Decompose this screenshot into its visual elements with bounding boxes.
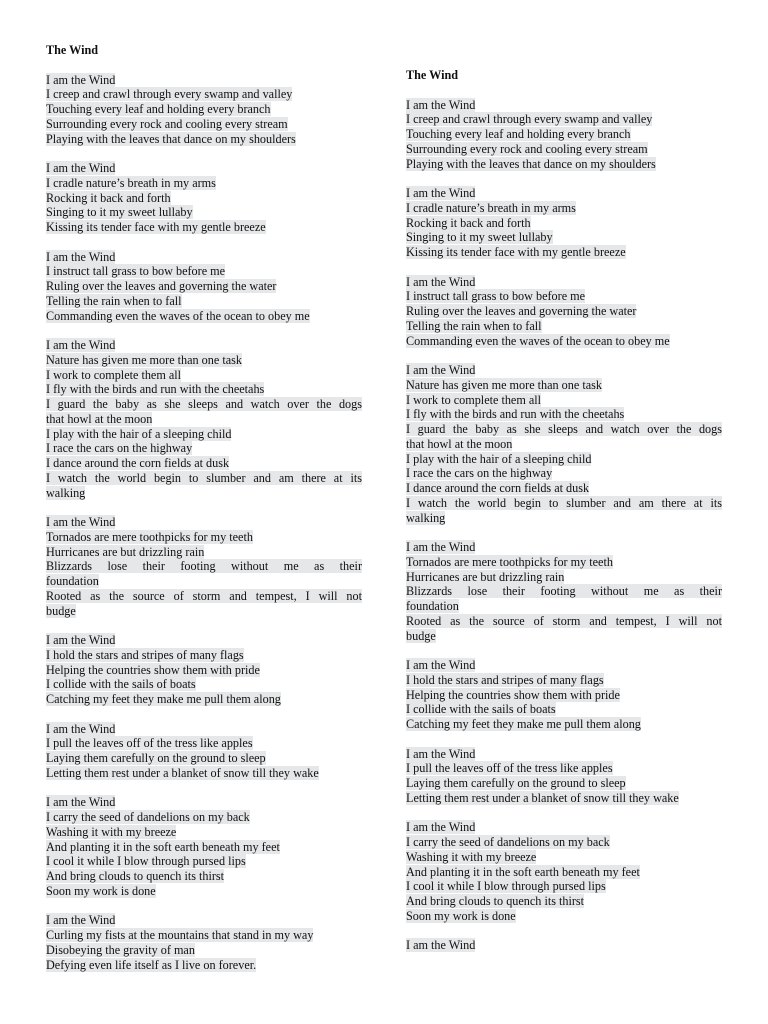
poem-line: budge: [46, 603, 76, 618]
poem-line: Rooted as the source of storm and tempest, I will not: [406, 613, 722, 628]
poem-line: I am the Wind: [406, 746, 476, 761]
poem-line: Telling the rain when to fall: [406, 318, 542, 333]
poem-line: I carry the seed of dandelions on my back: [46, 810, 250, 824]
stanza-list-repeat: [406, 98, 722, 924]
poem-line: Hurricanes are but drizzling rain: [46, 544, 205, 559]
poem-line: Nature has given me more than one task: [46, 352, 242, 367]
poem-line: I carry the seed of dandelions on my back: [406, 835, 610, 849]
poem-line: I fly with the birds and run with the cheetahs: [406, 407, 625, 422]
stanza-final-line: [406, 938, 722, 953]
poem-line: I hold the stars and stripes of many flags: [406, 672, 604, 687]
poem-line: Washing it with my breeze: [406, 849, 537, 864]
poem-line: Telling the rain when to fall: [46, 293, 182, 308]
stanza: [406, 275, 722, 349]
stanza: [46, 338, 362, 500]
poem-line: Defying even life itself as I live on forever.: [46, 957, 257, 972]
stanza: [406, 820, 722, 923]
poem-line: I hold the stars and stripes of many flags: [46, 647, 244, 662]
poem-line: foundation: [46, 574, 99, 588]
poem-line: Disobeying the gravity of man: [46, 942, 195, 957]
poem-line: walking: [406, 510, 446, 525]
stanza: [406, 98, 722, 172]
poem-line: Touching every leaf and holding every branch: [46, 102, 271, 116]
poem-line: walking: [46, 485, 86, 500]
poem-line: I play with the hair of a sleeping child: [46, 426, 232, 441]
poem-line: I am the Wind: [406, 186, 476, 200]
poem-line: Laying them carefully on the ground to sleep: [46, 751, 266, 765]
poem-line: I guard the baby as she sleeps and watch over the dogs: [46, 397, 362, 411]
poem-line: I am the Wind: [46, 913, 116, 928]
poem-line: Curling my fists at the mountains that stand in my way: [46, 928, 314, 942]
poem-line: Helping the countries show them with pride: [46, 662, 260, 677]
poem-line: Kissing its tender face with my gentle breeze: [406, 245, 626, 259]
poem-line: Playing with the leaves that dance on my shoulders: [406, 156, 656, 171]
poem-line: I instruct tall grass to bow before me: [406, 289, 586, 304]
poem-line: Washing it with my breeze: [46, 824, 177, 839]
poem-line: Hurricanes are but drizzling rain: [406, 569, 565, 584]
stanza-list: [46, 73, 362, 899]
poem-line: I am the Wind: [406, 540, 476, 554]
poem-line: I creep and crawl through every swamp and valley: [406, 112, 653, 127]
poem-line: Letting them rest under a blanket of snow till they wake: [406, 790, 679, 805]
poem-line: I play with the hair of a sleeping child: [406, 451, 592, 466]
poem-line: I cradle nature’s breath in my arms: [406, 200, 576, 215]
poem-line: I pull the leaves off of the tress like apples: [406, 761, 613, 776]
stanza: [46, 250, 362, 324]
poem-line: I race the cars on the highway: [406, 466, 553, 481]
stanza: [46, 795, 362, 898]
poem-line: I am the Wind: [46, 72, 116, 87]
poem-line: I am the Wind: [46, 161, 116, 175]
poem-line: I watch the world begin to slumber and am there at its: [46, 470, 362, 485]
poem-line: I am the Wind: [406, 658, 476, 672]
poem-line: I cool it while I blow through pursed lips: [46, 854, 246, 869]
poem-line: I collide with the sails of boats: [46, 677, 196, 692]
poem-line: I race the cars on the highway: [46, 441, 193, 456]
poem-line: Helping the countries show them with pride: [406, 687, 620, 702]
poem-line: Rooted as the source of storm and tempest, I will not: [46, 588, 362, 603]
stanza: [406, 540, 722, 643]
poem-line: And bring clouds to quench its thirst: [46, 869, 225, 883]
poem-line: Tornados are mere toothpicks for my teeth: [406, 554, 613, 569]
poem-line: I am the Wind: [46, 338, 116, 352]
poem-line: I am the Wind: [406, 820, 476, 835]
poem-line: Commanding even the waves of the ocean to obey me: [406, 333, 670, 348]
poem-line: Surrounding every rock and cooling every stream: [406, 141, 648, 156]
poem-line: I am the Wind: [46, 795, 116, 810]
poem-line: Soon my work is done: [406, 908, 516, 923]
poem-line: And bring clouds to quench its thirst: [406, 894, 585, 908]
poem-column-left: [46, 43, 362, 987]
poem-line: foundation: [406, 599, 459, 613]
poem-line: Commanding even the waves of the ocean to obey me: [46, 308, 310, 323]
poem-line: I cradle nature’s breath in my arms: [46, 175, 216, 190]
poem-line: And planting it in the soft earth beneath my feet: [406, 864, 640, 879]
poem-line: I fly with the birds and run with the cheetahs: [46, 382, 265, 397]
poem-column-right: [406, 68, 722, 968]
poem-line: And planting it in the soft earth beneath my feet: [46, 839, 280, 854]
poem-line: I work to complete them all: [46, 367, 182, 382]
poem-line: Surrounding every rock and cooling every stream: [46, 116, 288, 131]
poem-line: Ruling over the leaves and governing the water: [46, 279, 277, 293]
stanza: [406, 186, 722, 260]
poem-line: I am the Wind: [46, 249, 116, 264]
poem-line: I creep and crawl through every swamp and valley: [46, 87, 293, 102]
poem-line: I am the Wind: [406, 97, 476, 112]
poem-line: I am the Wind: [406, 274, 476, 289]
poem-line: Rocking it back and forth: [406, 215, 531, 230]
poem-line: Ruling over the leaves and governing the water: [406, 304, 637, 318]
poem-line: I am the Wind: [406, 938, 476, 953]
stanza: [406, 658, 722, 732]
poem-line: Blizzards lose their footing without me as their: [406, 584, 722, 599]
stanza: [46, 722, 362, 781]
poem-line: I cool it while I blow through pursed lips: [406, 879, 606, 894]
stanza: [406, 363, 722, 525]
poem-line: I watch the world begin to slumber and am there at its: [406, 495, 722, 510]
poem-title: The Wind: [46, 43, 99, 57]
poem-title-repeat: The Wind: [406, 68, 459, 82]
stanza: [46, 913, 362, 972]
poem-line: Catching my feet they make me pull them along: [46, 692, 281, 706]
poem-line: I instruct tall grass to bow before me: [46, 264, 226, 279]
stanza: [46, 73, 362, 147]
stanza: [46, 515, 362, 618]
poem-line: Soon my work is done: [46, 883, 156, 898]
poem-line: Singing to it my sweet lullaby: [46, 205, 193, 220]
stanza: [46, 633, 362, 707]
poem-line: Laying them carefully on the ground to sleep: [406, 776, 626, 790]
poem-line: I am the Wind: [46, 515, 116, 529]
poem-line: Blizzards lose their footing without me as their: [46, 559, 362, 574]
poem-line: I work to complete them all: [406, 392, 542, 407]
poem-line: I am the Wind: [406, 363, 476, 377]
poem-line: Catching my feet they make me pull them along: [406, 717, 641, 731]
poem-line: I dance around the corn fields at dusk: [46, 456, 230, 470]
poem-line: I guard the baby as she sleeps and watch over the dogs: [406, 422, 722, 436]
poem-line: Touching every leaf and holding every branch: [406, 127, 631, 141]
poem-line: Kissing its tender face with my gentle breeze: [46, 220, 266, 234]
poem-line: I am the Wind: [46, 721, 116, 736]
poem-line: Nature has given me more than one task: [406, 377, 602, 392]
final-stanza: [46, 913, 362, 972]
poem-line: that howl at the moon: [406, 436, 513, 451]
poem-line: Singing to it my sweet lullaby: [406, 230, 553, 245]
stanza: [46, 161, 362, 235]
poem-line: Letting them rest under a blanket of snow till they wake: [46, 765, 319, 780]
poem-line: budge: [406, 628, 436, 643]
poem-line: I am the Wind: [46, 633, 116, 647]
poem-line: Rocking it back and forth: [46, 190, 171, 205]
poem-line: I pull the leaves off of the tress like apples: [46, 736, 253, 751]
poem-line: Playing with the leaves that dance on my shoulders: [46, 131, 296, 146]
stanza: [406, 747, 722, 806]
poem-line: I dance around the corn fields at dusk: [406, 481, 590, 495]
poem-line: that howl at the moon: [46, 411, 153, 426]
poem-line: Tornados are mere toothpicks for my teeth: [46, 529, 253, 544]
poem-line: I collide with the sails of boats: [406, 702, 556, 717]
